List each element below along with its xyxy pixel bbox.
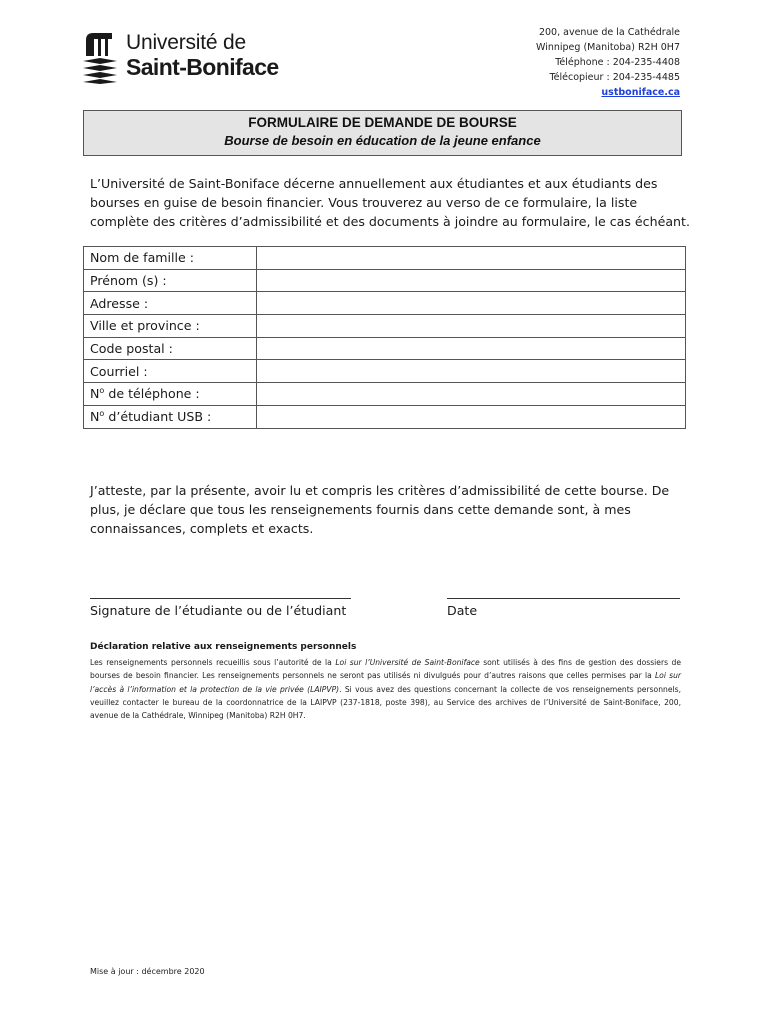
declaration-title: Déclaration relative aux renseignements personnels xyxy=(90,642,357,652)
form-title-box xyxy=(83,110,682,156)
field-label-phone xyxy=(84,383,257,406)
applicant-info-table xyxy=(83,246,686,429)
logo-text-line2: Saint-Boniface xyxy=(126,54,279,80)
postal-code-field[interactable] xyxy=(257,337,686,360)
table-row xyxy=(84,337,686,360)
email-field[interactable] xyxy=(257,360,686,383)
signature-line[interactable] xyxy=(90,598,351,599)
field-label-first-name: Prénom (s) : xyxy=(84,269,257,292)
student-number-field[interactable] xyxy=(257,405,686,428)
phone-label-rest: de téléphone : xyxy=(104,386,200,402)
website-link[interactable]: ustboniface.ca xyxy=(601,87,680,98)
date-label: Date xyxy=(447,603,478,618)
declaration-law-2: Loi sur l’accès à l’information et la protection de la vie privée (LAIPVP) xyxy=(90,671,682,694)
field-label-last-name: Nom de famille : xyxy=(84,247,257,270)
university-emblem-icon xyxy=(80,30,120,84)
signature-label: Signature de l’étudiante ou de l’étudiant xyxy=(90,603,347,618)
declaration-text-2: sont utilisés à des fins de gestion des dossiers de bourses de besoin financier. Les renseignements personnels ne seront pas utilisés ni divulgués pour d’autres raisons que celles permises par la xyxy=(90,658,682,681)
table-row xyxy=(84,360,686,383)
field-label-student-number xyxy=(84,405,257,428)
declaration-body xyxy=(90,656,681,722)
student-label-prefix: N xyxy=(90,409,100,425)
intro-paragraph: L’Université de Saint-Boniface décerne annuellement aux étudiantes et aux étudiants des bourses en guise de besoin financier. Vous trouverez au verso de ce formulaire, la liste complète des critères d’admissibilité et des documents à joindre au formulaire, le cas échéant. xyxy=(90,176,690,229)
table-row xyxy=(84,405,686,428)
phone-label-prefix: N xyxy=(90,386,100,402)
form-subtitle: Bourse de besoin en éducation de la jeune enfance xyxy=(224,133,541,148)
student-label-rest: d’étudiant USB : xyxy=(104,409,212,425)
date-line[interactable] xyxy=(447,598,680,599)
form-title: FORMULAIRE DE DEMANDE DE BOURSE xyxy=(248,115,517,130)
table-row xyxy=(84,292,686,315)
last-name-field[interactable] xyxy=(257,247,686,270)
logo-text-line1: Université de xyxy=(126,31,246,54)
address-city: Winnipeg (Manitoba) R2H 0H7 xyxy=(536,42,680,53)
declaration-text-3: . Si vous avez des questions concernant la collecte de vos renseignements personnels, veuillez contacter le bureau de la coordonnatrice de la LAIPVP (237-1818, poste 398), au Service des archives de l’Université de Saint-Boniface, 200, avenue de la Cathédrale, Winnipeg (Manitoba) R2H 0H7. xyxy=(90,684,681,721)
student-label-sup: o xyxy=(99,409,105,419)
declaration-law-1: Loi sur l’Université de Saint-Boniface xyxy=(335,658,480,667)
university-logo xyxy=(80,30,290,86)
phone-field[interactable] xyxy=(257,383,686,406)
table-row xyxy=(84,247,686,270)
city-province-field[interactable] xyxy=(257,315,686,338)
address-field[interactable] xyxy=(257,292,686,315)
contact-address xyxy=(536,25,680,100)
field-label-city-province: Ville et province : xyxy=(84,315,257,338)
address-street: 200, avenue de la Cathédrale xyxy=(538,27,680,38)
table-row xyxy=(84,269,686,292)
address-phone: Téléphone : 204-235-4408 xyxy=(555,57,680,68)
field-label-postal-code: Code postal : xyxy=(84,337,257,360)
attestation-paragraph: J’atteste, par la présente, avoir lu et compris les critères d’admissibilité de cette bourse. De plus, je déclare que tous les renseignements fournis dans cette demande sont, à mes connaissances, complets et exacts. xyxy=(90,483,670,536)
address-fax: Télécopieur : 204-235-4485 xyxy=(549,72,680,83)
table-row xyxy=(84,383,686,406)
table-row xyxy=(84,315,686,338)
declaration-text-1: Les renseignements personnels recueillis sous l’autorité de la xyxy=(90,658,336,667)
phone-label-sup: o xyxy=(99,386,105,396)
first-name-field[interactable] xyxy=(257,269,686,292)
update-date: Mise à jour : décembre 2020 xyxy=(90,967,205,976)
field-label-email: Courriel : xyxy=(84,360,257,383)
field-label-address: Adresse : xyxy=(84,292,257,315)
